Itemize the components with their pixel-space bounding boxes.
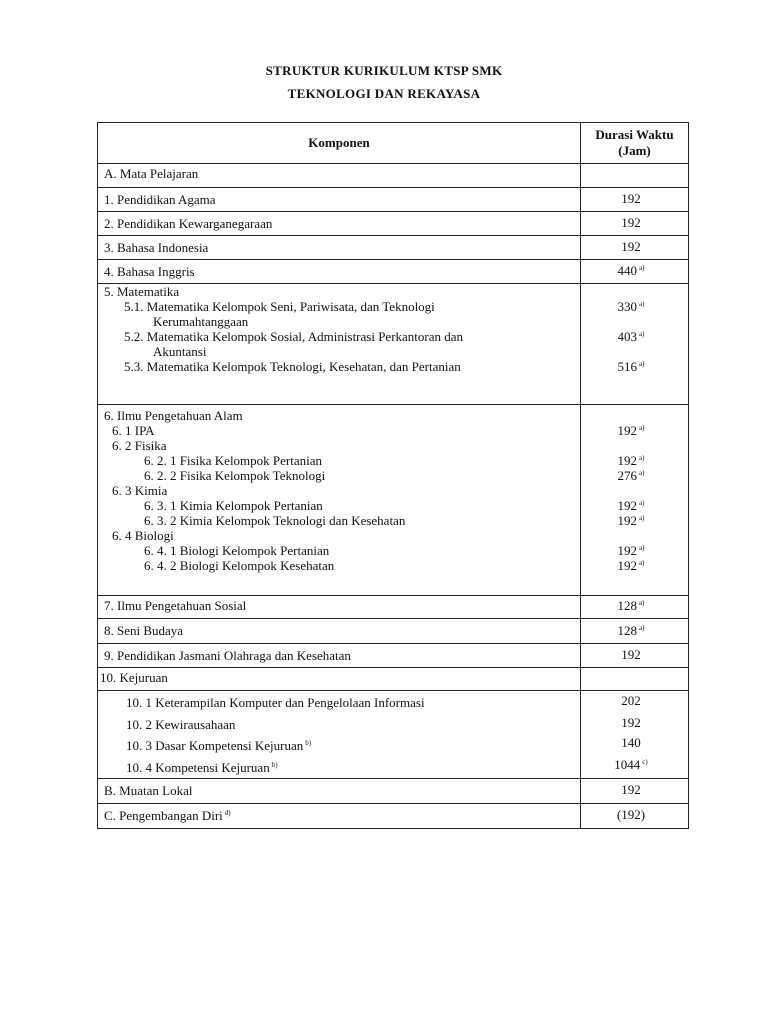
duration-cell (581, 284, 688, 404)
duration-value (581, 757, 681, 773)
component-cell (98, 779, 581, 803)
duration-number: 202 (621, 693, 641, 708)
component-text: 4. Bahasa Inggris (104, 264, 195, 279)
footnote-mark: a) (639, 624, 645, 632)
footnote-mark: a) (639, 454, 645, 462)
duration-number: 192 (621, 715, 641, 730)
footnote-mark: c) (642, 758, 648, 766)
duration-number: 192 (617, 543, 638, 558)
component-label (124, 359, 461, 375)
component-label (104, 598, 246, 614)
component-cell (98, 284, 581, 404)
duration-number: 128 (617, 623, 638, 638)
component-label (104, 264, 195, 280)
component-cell (98, 260, 581, 283)
duration-number: 440 (617, 263, 638, 278)
duration-value (581, 359, 681, 375)
component-cell (98, 164, 581, 187)
duration-value (581, 558, 681, 574)
table-row (98, 188, 688, 212)
component-label (112, 423, 155, 439)
component-label (126, 717, 235, 733)
component-label (104, 284, 179, 300)
component-cell (98, 668, 581, 690)
component-cell (98, 188, 581, 211)
duration-cell (581, 188, 688, 211)
component-label (104, 408, 243, 424)
component-text: 2. Pendidikan Kewarganegaraan (104, 216, 273, 231)
duration-value (581, 693, 681, 709)
duration-value (581, 453, 681, 469)
duration-value (581, 299, 681, 315)
component-label (100, 670, 168, 686)
component-text: 6. 3. 1 Kimia Kelompok Pertanian (144, 498, 323, 513)
duration-cell (581, 260, 688, 283)
duration-cell (581, 212, 688, 235)
duration-cell (581, 644, 688, 667)
duration-value (581, 807, 681, 823)
component-text: 10. 4 Kompetensi Kejuruan (126, 760, 270, 775)
duration-value (581, 468, 681, 484)
component-cell (98, 596, 581, 618)
duration-value (581, 215, 681, 231)
component-text: 6. 2. 1 Fisika Kelompok Pertanian (144, 453, 323, 468)
duration-cell (581, 691, 688, 778)
component-label (124, 329, 463, 345)
duration-number: 192 (617, 558, 638, 573)
duration-number: 403 (617, 329, 638, 344)
duration-cell (581, 804, 688, 828)
component-cell (98, 644, 581, 667)
component-label (104, 623, 183, 639)
duration-number: 192 (617, 453, 638, 468)
duration-value (581, 782, 681, 798)
header-duration-line1: Durasi Waktu (595, 127, 674, 142)
component-text: 7. Ilmu Pengetahuan Sosial (104, 598, 247, 613)
duration-value (581, 513, 681, 529)
component-text: 5.2. Matematika Kelompok Sosial, Administrasi Perkantoran dan (124, 329, 464, 344)
duration-number: 1044 (614, 757, 641, 772)
header-component: Komponen (98, 123, 581, 163)
component-label (104, 216, 272, 232)
duration-cell (581, 779, 688, 803)
duration-number: 192 (621, 239, 641, 254)
component-label (104, 240, 208, 256)
component-text: 3. Bahasa Indonesia (104, 240, 209, 255)
duration-value (581, 598, 681, 614)
duration-value (581, 329, 681, 345)
footnote-mark: a) (639, 330, 645, 338)
duration-value (581, 543, 681, 559)
duration-number: 516 (617, 359, 638, 374)
footnote-mark: a) (639, 559, 645, 567)
component-text: B. Muatan Lokal (104, 783, 193, 798)
footnote-mark: b) (305, 739, 312, 747)
table-row (98, 668, 688, 691)
component-label (104, 166, 198, 182)
footnote-mark: a) (639, 499, 645, 507)
component-label (112, 483, 167, 499)
component-text: 6. 4 Biologi (112, 528, 174, 543)
table-row (98, 405, 688, 596)
table-row (98, 804, 688, 829)
table-row (98, 644, 688, 668)
curriculum-table (97, 122, 689, 829)
duration-value (581, 498, 681, 514)
component-text: 10. 1 Keterampilan Komputer dan Pengelolaan Informasi (126, 695, 425, 710)
component-cell (98, 405, 581, 595)
document-title: STRUKTUR KURIKULUM KTSP SMK (265, 63, 503, 78)
table-row (98, 164, 688, 188)
component-cell (98, 212, 581, 235)
component-text: 10. 3 Dasar Kompetensi Kejuruan (126, 738, 304, 753)
duration-cell (581, 405, 688, 595)
component-label (112, 438, 167, 454)
component-label (144, 453, 322, 469)
table-row (98, 779, 688, 804)
footnote-mark: a) (639, 300, 645, 308)
component-label (112, 528, 174, 544)
component-label (144, 498, 323, 514)
table-row (98, 284, 688, 405)
duration-cell (581, 668, 688, 690)
component-label (144, 543, 329, 559)
component-text: 10. Kejuruan (100, 670, 168, 685)
duration-value (581, 735, 681, 751)
component-label (126, 738, 311, 754)
component-label (104, 783, 192, 799)
component-label (144, 558, 334, 574)
duration-value (581, 423, 681, 439)
document-subtitle: TEKNOLOGI DAN REKAYASA (287, 86, 481, 101)
component-label (126, 695, 425, 711)
header-duration-line2: (Jam) (618, 143, 651, 158)
footnote-mark: a) (639, 264, 645, 272)
component-label (153, 314, 248, 330)
duration-value (581, 715, 681, 731)
footnote-mark: d) (224, 809, 231, 817)
duration-value (581, 647, 681, 663)
component-text: 5.3. Matematika Kelompok Teknologi, Kesehatan, dan Pertanian (124, 359, 461, 374)
duration-number: 330 (617, 299, 638, 314)
component-label (104, 648, 351, 664)
duration-number: 192 (617, 498, 638, 513)
component-text: A. Mata Pelajaran (104, 166, 199, 181)
footnote-mark: b) (271, 761, 278, 769)
component-text: 6. 3 Kimia (112, 483, 168, 498)
component-label (144, 468, 325, 484)
footnote-mark: a) (639, 424, 645, 432)
footnote-mark: a) (639, 599, 645, 607)
component-text: 9. Pendidikan Jasmani Olahraga dan Kesehatan (104, 648, 351, 663)
component-cell (98, 619, 581, 643)
component-label (144, 513, 405, 529)
component-label (124, 299, 435, 315)
duration-number: 192 (621, 191, 641, 206)
footnote-mark: a) (639, 514, 645, 522)
component-text: 6. 3. 2 Kimia Kelompok Teknologi dan Kesehatan (144, 513, 406, 528)
footnote-mark: a) (639, 544, 645, 552)
component-text: 8. Seni Budaya (104, 623, 184, 638)
footnote-mark: a) (639, 469, 645, 477)
component-text: Akuntansi (153, 344, 207, 359)
duration-number: 192 (621, 215, 641, 230)
component-text: 5. Matematika (104, 284, 180, 299)
duration-value (581, 191, 681, 207)
table-row (98, 691, 688, 779)
header-duration (581, 123, 688, 163)
duration-number: 192 (621, 647, 641, 662)
component-label (153, 344, 206, 360)
duration-number: 192 (617, 513, 638, 528)
component-cell (98, 691, 581, 778)
component-text: 6. 4. 1 Biologi Kelompok Pertanian (144, 543, 330, 558)
component-cell (98, 804, 581, 828)
duration-cell (581, 619, 688, 643)
component-text: Kerumahtanggaan (153, 314, 249, 329)
table-row (98, 236, 688, 260)
duration-number: 140 (621, 735, 641, 750)
component-text: 6. 2. 2 Fisika Kelompok Teknologi (144, 468, 326, 483)
duration-cell (581, 164, 688, 187)
duration-cell (581, 596, 688, 618)
table-header (98, 123, 688, 164)
table-row (98, 260, 688, 284)
component-label (104, 192, 216, 208)
component-text: 6. 2 Fisika (112, 438, 167, 453)
component-label (104, 808, 231, 824)
table-row (98, 619, 688, 644)
footnote-mark: a) (639, 360, 645, 368)
duration-cell (581, 236, 688, 259)
component-text: 10. 2 Kewirausahaan (126, 717, 236, 732)
duration-number: 128 (617, 598, 638, 613)
duration-number: 192 (617, 423, 638, 438)
component-text: 5.1. Matematika Kelompok Seni, Pariwisata, dan Teknologi (124, 299, 435, 314)
duration-number: (192) (616, 807, 646, 822)
table-row (98, 596, 688, 619)
duration-number: 276 (617, 468, 638, 483)
component-text: 6. 4. 2 Biologi Kelompok Kesehatan (144, 558, 335, 573)
component-text: 6. 1 IPA (112, 423, 155, 438)
component-text: C. Pengembangan Diri (104, 808, 223, 823)
duration-number: 192 (621, 782, 641, 797)
component-cell (98, 236, 581, 259)
component-text: 6. Ilmu Pengetahuan Alam (104, 408, 243, 423)
duration-value (581, 623, 681, 639)
component-text: 1. Pendidikan Agama (104, 192, 216, 207)
component-label (126, 760, 278, 776)
duration-value (581, 263, 681, 279)
duration-value (581, 239, 681, 255)
table-row (98, 212, 688, 236)
